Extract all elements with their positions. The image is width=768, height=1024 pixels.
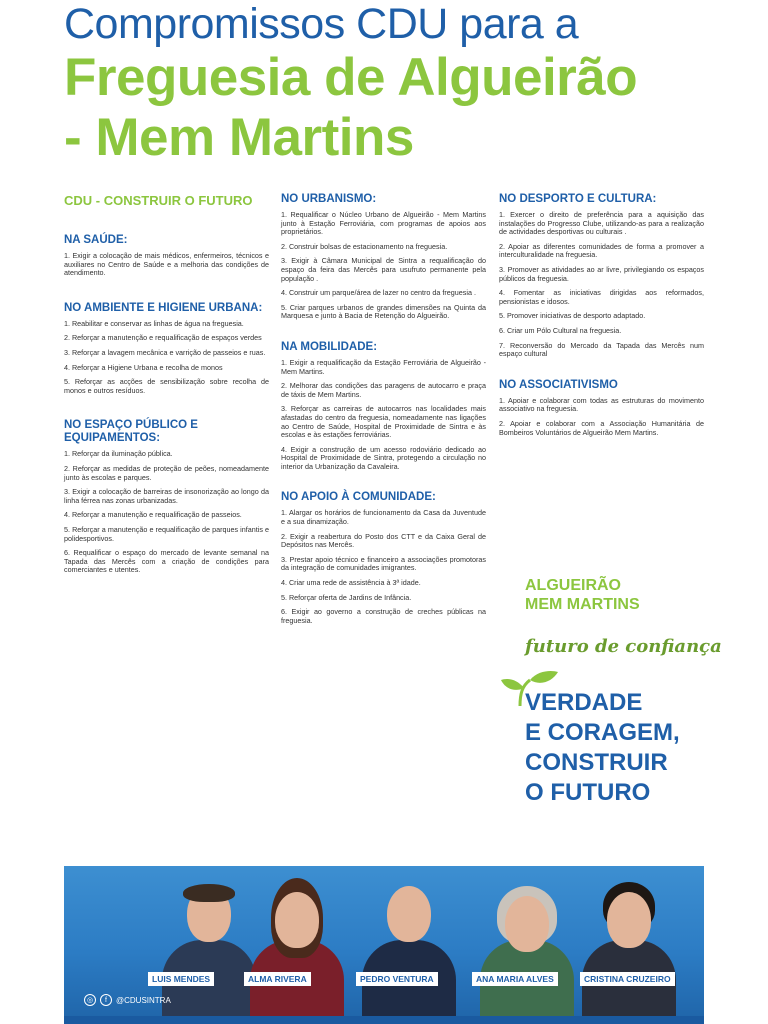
list-item: 5. Reforçar as acções de sensibilização sobre recolha de monos e outros resíduos. bbox=[64, 377, 269, 395]
list-item: 5. Reforçar oferta de Jardins de Infância. bbox=[281, 592, 412, 602]
list-item: 3. Reforçar a lavagem mecânica e varrição de passeios e ruas. bbox=[64, 347, 266, 357]
facebook-icon[interactable]: f bbox=[100, 994, 112, 1006]
candidate-head bbox=[387, 886, 431, 942]
list-item: 1. Reforçar da iluminação pública. bbox=[64, 449, 173, 459]
column-middle bbox=[281, 192, 486, 631]
candidate-photo bbox=[354, 874, 464, 1024]
candidate-photo bbox=[472, 874, 582, 1024]
list-item: 1. Reabilitar e conservar as linhas de água na freguesia. bbox=[64, 318, 244, 328]
list-saude bbox=[64, 252, 269, 278]
town-name-line-1: ALGUEIRÃO bbox=[525, 577, 621, 594]
title-line-1: Compromissos CDU para a bbox=[64, 0, 579, 48]
column-left bbox=[64, 192, 269, 581]
candidates-banner bbox=[64, 866, 704, 1024]
slogan-line: VERDADE bbox=[525, 689, 643, 716]
list-mobilidade bbox=[281, 359, 486, 472]
list-item: 4. Reforçar a manutenção e requalificação de passeios. bbox=[64, 510, 242, 520]
candidate-head bbox=[505, 896, 549, 952]
list-desporto bbox=[499, 211, 704, 359]
candidate-name: ANA MARIA ALVES bbox=[472, 972, 558, 986]
candidate-head bbox=[275, 892, 319, 948]
section-title-espaco: NO ESPAÇO PÚBLICO E EQUIPAMENTOS: bbox=[64, 419, 198, 445]
candidate-photo bbox=[242, 874, 352, 1024]
list-item: 6. Requalificar o espaço do mercado de levante semanal na Tapada das Mercês com a criação de condições para comerciantes e utentes. bbox=[64, 548, 269, 575]
candidate-photo bbox=[574, 874, 684, 1024]
tagline: CDU - CONSTRUIR O FUTURO bbox=[64, 193, 253, 208]
slogan-line: CONSTRUIR bbox=[525, 749, 668, 776]
main-slogan bbox=[525, 688, 745, 808]
list-item: 7. Reconversão do Mercado da Tapada das Mercês num espaço cultural bbox=[499, 340, 704, 359]
list-item: 1. Requalificar o Núcleo Urbano de Algueirão - Mem Martins junto à Estação Ferroviária, com programas de apoios aos proprietários. bbox=[281, 210, 486, 237]
candidate-head bbox=[607, 892, 651, 948]
list-item: 5. Promover iniciativas de desporto adaptado. bbox=[499, 311, 646, 321]
list-item: 1. Alargar os horários de funcionamento da Casa da Juventude e a sua dinamização. bbox=[281, 508, 486, 527]
list-item: 3. Reforçar as carreiras de autocarros nas localidades mais afastadas do centro da freguesia, nomeadamente nas ligações ao Centro de Saúde, Hospital de Proximidade de Sintra e às escolas e às estações ferroviárias. bbox=[281, 404, 486, 440]
social-handle[interactable]: @CDUSINTRA bbox=[116, 995, 171, 1005]
list-item: 1. Apoiar e colaborar com todas as estruturas do movimento associativo na freguesia. bbox=[499, 395, 704, 414]
future-slogan: futuro de confiança bbox=[525, 636, 722, 657]
list-item: 6. Criar um Pólo Cultural na freguesia. bbox=[499, 325, 622, 335]
town-name-line-2: MEM MARTINS bbox=[525, 596, 640, 613]
list-item: 2. Construir bolsas de estacionamento na freguesia. bbox=[281, 241, 448, 251]
section-title-saude: NA SAÚDE: bbox=[64, 234, 128, 246]
list-urbanismo bbox=[281, 211, 486, 321]
list-item: 4. Construir um parque/área de lazer no centro da freguesia . bbox=[281, 288, 476, 298]
list-item: 3. Promover as atividades ao ar livre, privilegiando os espaços públicos da freguesia. bbox=[499, 264, 704, 283]
list-item: 2. Reforçar as medidas de proteção de peões, nomeadamente junto às escolas e parques. bbox=[64, 463, 269, 482]
candidate-name: CRISTINA CRUZEIRO bbox=[580, 972, 675, 986]
title-line-3: - Mem Martins bbox=[64, 108, 414, 167]
section-title-urbanismo: NO URBANISMO: bbox=[281, 193, 377, 205]
list-item: 3. Exigir a colocação de barreiras de insonorização ao longo da linha férrea nas zonas urbanizadas. bbox=[64, 487, 269, 505]
list-item: 5. Criar parques urbanos de grandes dimensões na Quinta da Marquesa e junto à Bacia de Retenção do Algueirão. bbox=[281, 302, 486, 321]
section-title-ambiente: NO AMBIENTE E HIGIENE URBANA: bbox=[64, 301, 263, 314]
list-item: 5. Reforçar a manutenção e requalificação de parques infantis e polidesportivos. bbox=[64, 524, 269, 543]
list-item: 1. Exercer o direito de preferência para a aquisição das instalações do Progresso Clube, utilizando-as para a realização de actividades desportivas ou culturais . bbox=[499, 210, 704, 237]
list-item: 2. Apoiar e colaborar com a Associação Humanitária de Bombeiros Voluntários de Algueirão Mem Martins. bbox=[499, 418, 704, 437]
candidate-name: ALMA RIVERA bbox=[244, 972, 311, 986]
column-right bbox=[499, 192, 704, 443]
candidate-name: PEDRO VENTURA bbox=[356, 972, 438, 986]
section-title-desporto: NO DESPORTO E CULTURA: bbox=[499, 193, 657, 205]
page-title bbox=[64, 0, 724, 168]
list-item: 3. Prestar apoio técnico e financeiro a associações promotoras da integração de comunidades imigrantes. bbox=[281, 554, 486, 573]
list-item: 2. Apoiar as diferentes comunidades de forma a promover a interculturalidade na freguesia. bbox=[499, 241, 704, 260]
list-item: 4. Fomentar as iniciativas dirigidas aos reformados, pensionistas e idosos. bbox=[499, 288, 704, 306]
list-item: 1. Exigir a requalificação da Estação Ferroviária de Algueirão - Mem Martins. bbox=[281, 357, 486, 376]
list-item: 1. Exigir a colocação de mais médicos, enfermeiros, técnicos e auxiliares no Centro de Saúde e a melhoria das condições de atendimento. bbox=[64, 251, 269, 278]
list-item: 3. Exigir à Câmara Municipal de Sintra a requalificação do espaço da feira das Mercês para usufruto permanente pela população . bbox=[281, 256, 486, 283]
section-title-mobilidade: NA MOBILIDADE: bbox=[281, 340, 378, 353]
list-espaco bbox=[64, 450, 269, 575]
list-ambiente bbox=[64, 320, 269, 396]
slogan-line: O FUTURO bbox=[525, 779, 651, 806]
bottom-strip bbox=[64, 1016, 704, 1024]
instagram-icon[interactable]: ◎ bbox=[84, 994, 96, 1006]
list-item: 6. Exigir ao governo a construção de creches públicas na freguesia. bbox=[281, 607, 486, 625]
brand-block bbox=[525, 576, 725, 657]
list-item: 2. Reforçar a manutenção e requalificação de espaços verdes bbox=[64, 333, 262, 343]
section-title-comunidade: NO APOIO À COMUNIDADE: bbox=[281, 491, 436, 504]
list-item: 4. Reforçar a Higiene Urbana e recolha de monos bbox=[64, 362, 223, 372]
slogan-line: E CORAGEM, bbox=[525, 719, 680, 746]
list-item: 2. Melhorar das condições das paragens de autocarro e praça de táxis de Mem Martins. bbox=[281, 381, 486, 399]
list-comunidade bbox=[281, 509, 486, 625]
list-item: 4. Criar uma rede de assistência à 3ª idade. bbox=[281, 578, 421, 588]
list-associativismo bbox=[499, 397, 704, 437]
list-item: 4. Exigir a construção de um acesso rodoviário dedicado ao Hospital de Proximidade de Sintra, protegendo a circulação no interior da Urbanização da Cavaleira. bbox=[281, 444, 486, 471]
title-line-2: Freguesia de Algueirão bbox=[64, 48, 638, 107]
social-links bbox=[84, 994, 171, 1006]
list-item: 2. Exigir a reabertura do Posto dos CTT e da Caixa Geral de Depósitos nas Mercês. bbox=[281, 531, 486, 550]
section-title-associativismo: NO ASSOCIATIVISMO bbox=[499, 378, 618, 391]
candidate-name: LUIS MENDES bbox=[148, 972, 214, 986]
